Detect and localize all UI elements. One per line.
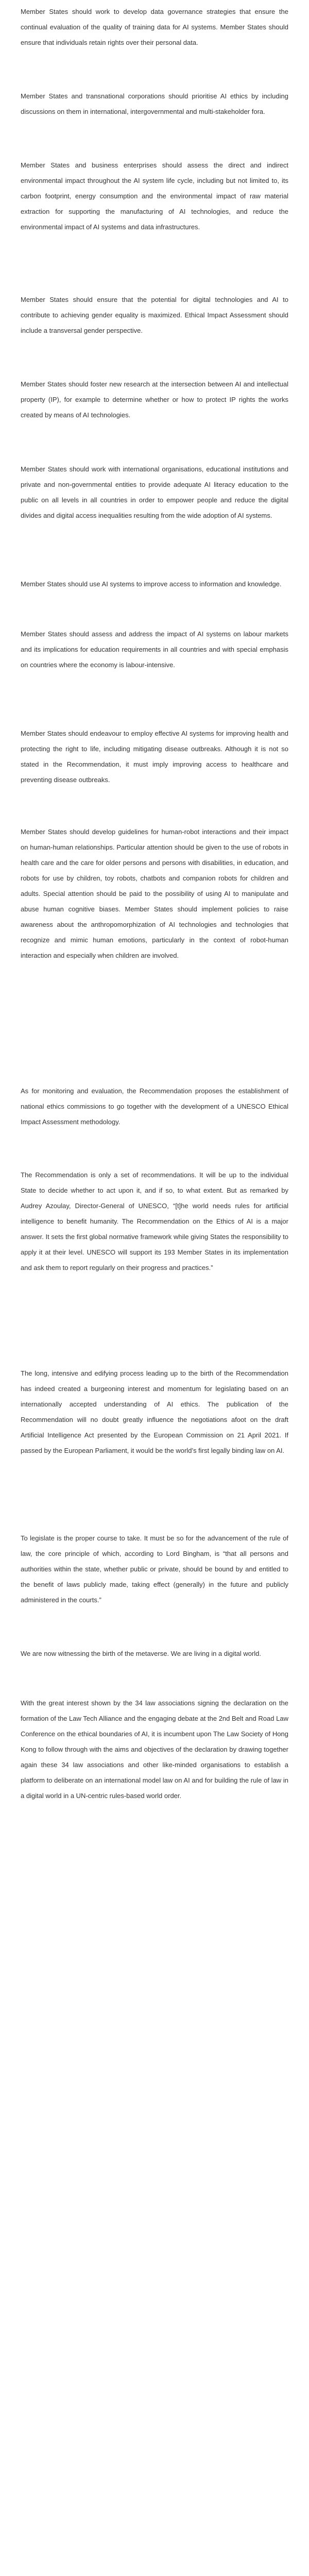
paragraph: Member States should endeavour to employ effective AI systems for improving health and protecting the right to life, including mitigating disease outbreaks. Although it is not so stated in the Recommendation, it must imply improving access to healthcare and preventing disease outbreaks. bbox=[21, 730, 288, 784]
paragraph: With the great interest shown by the 34 law associations signing the declaration on the formation of the Law Tech Alliance and the engaging debate at the 2nd Belt and Road Law Conference on the ethical boundaries of AI, it is incumbent upon The Law Society of Hong Kong to follow through with the aims and objectives of the declaration by drawing together again these 34 law associations and other like-minded organisations to establish a platform to deliberate on an international model law on AI and for building the rule of law in a digital world in a UN-centric rules-based world order. bbox=[21, 1699, 288, 1800]
paragraph: Member States should foster new research at the intersection between AI and intellectual property (IP), for example to determine whether or how to protect IP rights the works created by means of AI technologies. bbox=[21, 380, 288, 419]
paragraph: Member States should ensure that the potential for digital technologies and AI to contribute to achieving gender equality is maximized. Ethical Impact Assessment should include a transversal gender perspective. bbox=[21, 296, 288, 334]
paragraph: Member States should work to develop data governance strategies that ensure the continual evaluation of the quality of training data for AI systems. Member States should ensure that individuals retain rights over their personal data. bbox=[21, 8, 288, 46]
paragraph: Member States should work with international organisations, educational institutions and private and non-governmental entities to provide adequate AI literacy education to the public on all levels in all countries in order to empower people and reduce the digital divides and digital access inequalities resulting from the wide adoption of AI systems. bbox=[21, 465, 288, 519]
paragraph: The long, intensive and edifying process leading up to the birth of the Recommendation has indeed created a burgeoning interest and momentum for legislating based on an internationally accepted understanding of AI ethics. The publication of the Recommendation will no doubt greatly influence the negotiations afoot on the draft Artificial Intelligence Act presented by the European Commission on 21 April 2021. If passed by the European Parliament, it would be the world’s first legally binding law on AI. bbox=[21, 1369, 288, 1454]
paragraph: Member States should develop guidelines for human-robot interactions and their impact on human-human relationships. Particular attention should be given to the use of robots in health care and the care for older persons and persons with disabilities, in education, and robots for use by children, toy robots, chatbots and companion robots for children and adults. Special attention should be paid to the possibility of using AI to manipulate and abuse human cognitive biases. Member States should implement policies to raise awareness about the anthropomorphization of AI technologies and technologies that recognize and mimic human emotions, particularly in the context of robot-human interaction and especially when children are involved. bbox=[21, 828, 288, 959]
paragraph: The Recommendation is only a set of recommendations. It will be up to the individual State to decide whether to act upon it, and if so, to what extent. But as remarked by Audrey Azoulay, Director-General of UNESCO, “[t]he world needs rules for artificial intelligence to benefit humanity. The Recommendation on the Ethics of AI is a major answer. It sets the first global normative framework while giving States the responsibility to apply it at their level. UNESCO will support its 193 Member States in its implementation and ask them to report regularly on their progress and practices.” bbox=[21, 1171, 288, 1272]
paragraph: We are now witnessing the birth of the metaverse. We are living in a digital world. bbox=[21, 1650, 262, 1657]
paragraph: Member States and business enterprises should assess the direct and indirect environmental impact throughout the AI system life cycle, including but not limited to, its carbon footprint, energy consumption and the environmental impact of raw material extraction for supporting the manufacturing of AI technologies, and reduce the environmental impact of AI systems and data infrastructures. bbox=[21, 161, 288, 231]
paragraph: As for monitoring and evaluation, the Recommendation proposes the establishment of national ethics commissions to go together with the development of a UNESCO Ethical Impact Assessment methodology. bbox=[21, 1087, 288, 1126]
paragraph: Member States should assess and address the impact of AI systems on labour markets and its implications for education requirements in all countries and with special emphasis on countries where the economy is labour-intensive. bbox=[21, 630, 288, 669]
paragraph: To legislate is the proper course to take. It must be so for the advancement of the rule of law, the core principle of which, according to Lord Bingham, is “that all persons and authorities within the state, whether public or private, should be bound by and entitled to the benefit of laws publicly made, taking effect (generally) in the future and publicly administered in the courts.” bbox=[21, 1534, 288, 1604]
paragraph: Member States and transnational corporations should prioritise AI ethics by including discussions on them in international, intergovernmental and multi-stakeholder fora. bbox=[21, 92, 288, 115]
paragraph: Member States should use AI systems to improve access to information and knowledge. bbox=[21, 580, 282, 588]
